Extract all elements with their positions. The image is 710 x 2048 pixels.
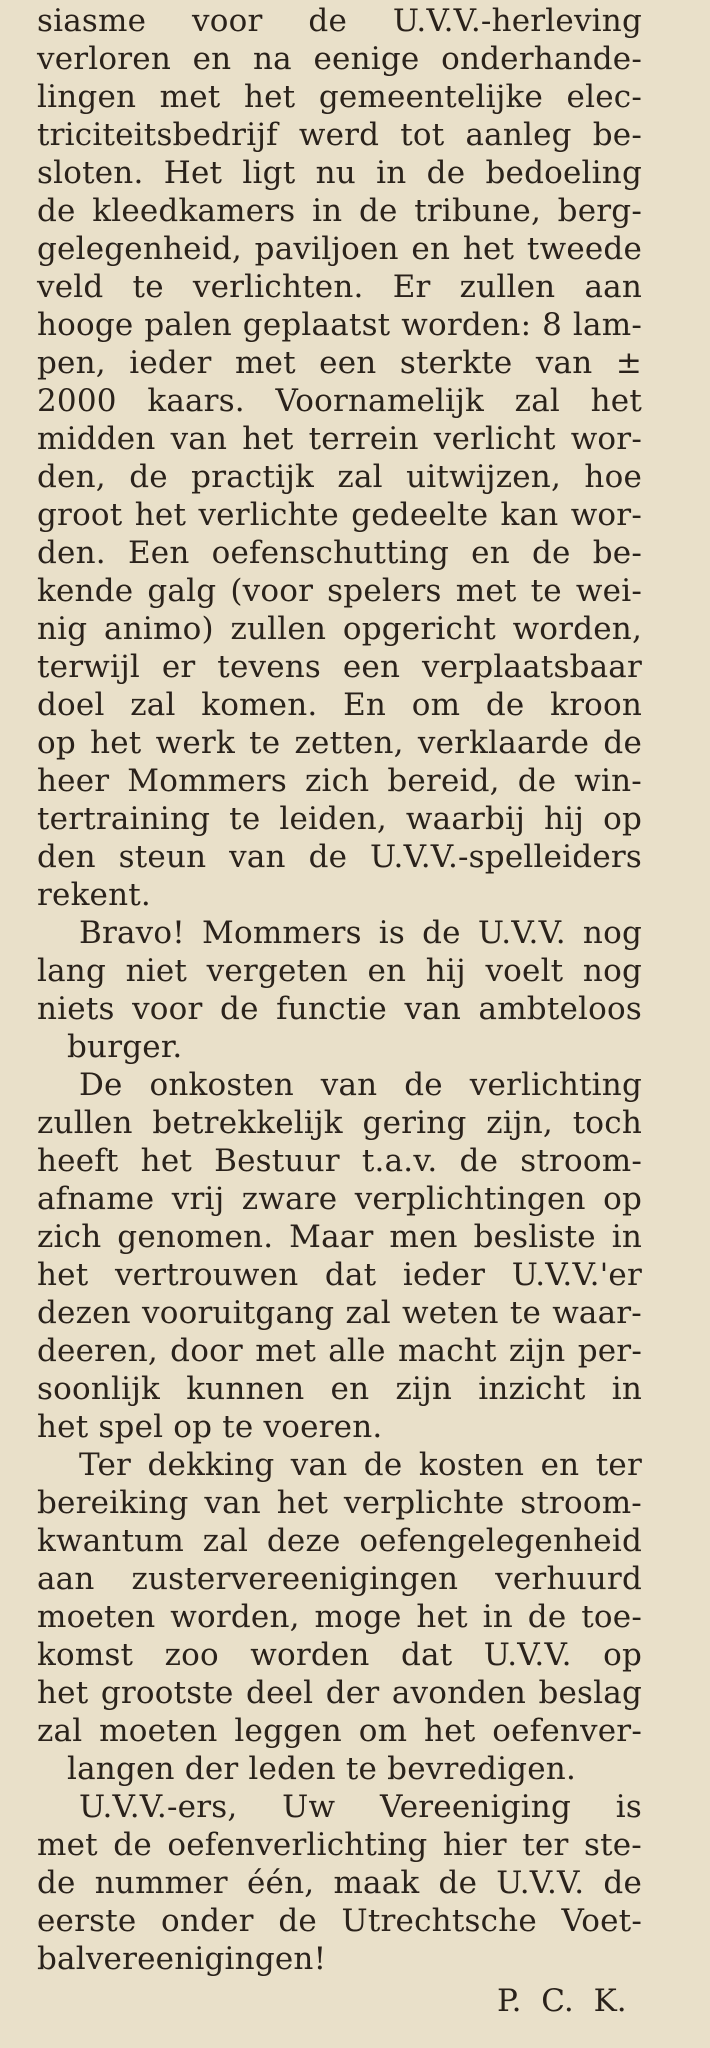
text-line: 2000 kaars. Voornamelijk zal het [37, 383, 642, 419]
text-line: zal moeten leggen om het oefenver- [37, 1713, 642, 1749]
text-line: De onkosten van de verlichting [79, 1067, 642, 1103]
text-line: pen, ieder met een sterkte van ± [37, 345, 642, 381]
text-line: gelegenheid, paviljoen en het tweede [37, 231, 642, 267]
text-line: de kleedkamers in de tribune, berg- [37, 193, 642, 229]
text-line: den. Een oefenschutting en de be- [37, 535, 642, 571]
text-line: soonlijk kunnen en zijn inzicht in [37, 1371, 642, 1407]
text-line: aan zustervereenigingen verhuurd [37, 1561, 642, 1597]
text-line: terwijl er tevens een verplaatsbaar [37, 649, 642, 685]
text-line: hooge palen geplaatst worden: 8 lam- [37, 307, 642, 343]
text-line: komst zoo worden dat U.V.V. op [37, 1637, 642, 1673]
text-line: U.V.V.-ers, Uw Vereeniging is [79, 1789, 642, 1825]
text-line: de nummer één, maak de U.V.V. de [37, 1865, 642, 1901]
text-line: deeren, door met alle macht zijn per- [37, 1333, 642, 1369]
text-line: triciteitsbedrijf werd tot aanleg be- [37, 117, 642, 153]
text-line: Ter dekking van de kosten en ter [79, 1447, 642, 1483]
text-line: tertraining te leiden, waarbij hij op [37, 801, 642, 837]
text-line: afname vrij zware verplichtingen op [37, 1181, 642, 1217]
signature: P. C. K. [497, 1983, 627, 2019]
text-line: doel zal komen. En om de kroon [37, 687, 642, 723]
text-line: het grootste deel der avonden beslag [37, 1675, 642, 1711]
text-line: lang niet vergeten en hij voelt nog [37, 953, 642, 989]
text-line: kwantum zal deze oefengelegenheid [37, 1523, 642, 1559]
text-line: dezen vooruitgang zal weten te waar- [37, 1295, 642, 1331]
text-line: rekent. [37, 877, 151, 913]
text-line: lingen met het gemeentelijke elec- [37, 79, 642, 115]
text-line: het vertrouwen dat ieder U.V.V.'er [37, 1257, 642, 1293]
text-line: siasme voor de U.V.V.-herleving [37, 3, 642, 39]
text-line: zich genomen. Maar men besliste in [37, 1219, 642, 1255]
text-line: op het werk te zetten, verklaarde de [37, 725, 642, 761]
text-line: burger. [67, 1029, 183, 1065]
text-line: groot het verlichte gedeelte kan wor- [37, 497, 642, 533]
text-line: met de oefenverlichting hier ter ste- [37, 1827, 642, 1863]
text-line: midden van het terrein verlicht wor- [37, 421, 642, 457]
text-line: moeten worden, moge het in de toe- [37, 1599, 642, 1635]
text-line: den steun van de U.V.V.-spelleiders [37, 839, 642, 875]
text-line: heer Mommers zich bereid, de win- [37, 763, 642, 799]
text-line: balvereenigingen! [37, 1941, 327, 1977]
text-line: nig animo) zullen opgericht worden, [37, 611, 642, 647]
text-line: sloten. Het ligt nu in de bedoeling [37, 155, 642, 191]
text-line: den, de practijk zal uitwijzen, hoe [37, 459, 642, 495]
text-line: heeft het Bestuur t.a.v. de stroom- [37, 1143, 642, 1179]
text-line: Bravo! Mommers is de U.V.V. nog [79, 915, 642, 951]
text-line: niets voor de functie van ambteloos [37, 991, 642, 1027]
text-line: langen der leden te bevredigen. [67, 1751, 576, 1787]
text-line: zullen betrekkelijk gering zijn, toch [37, 1105, 642, 1141]
text-line: verloren en na eenige onderhande- [37, 41, 642, 77]
text-line: bereiking van het verplichte stroom- [37, 1485, 642, 1521]
text-line: het spel op te voeren. [37, 1409, 383, 1445]
text-line: veld te verlichten. Er zullen aan [37, 269, 642, 305]
text-line: eerste onder de Utrechtsche Voet- [37, 1903, 642, 1939]
text-line: kende galg (voor spelers met te wei- [37, 573, 642, 609]
